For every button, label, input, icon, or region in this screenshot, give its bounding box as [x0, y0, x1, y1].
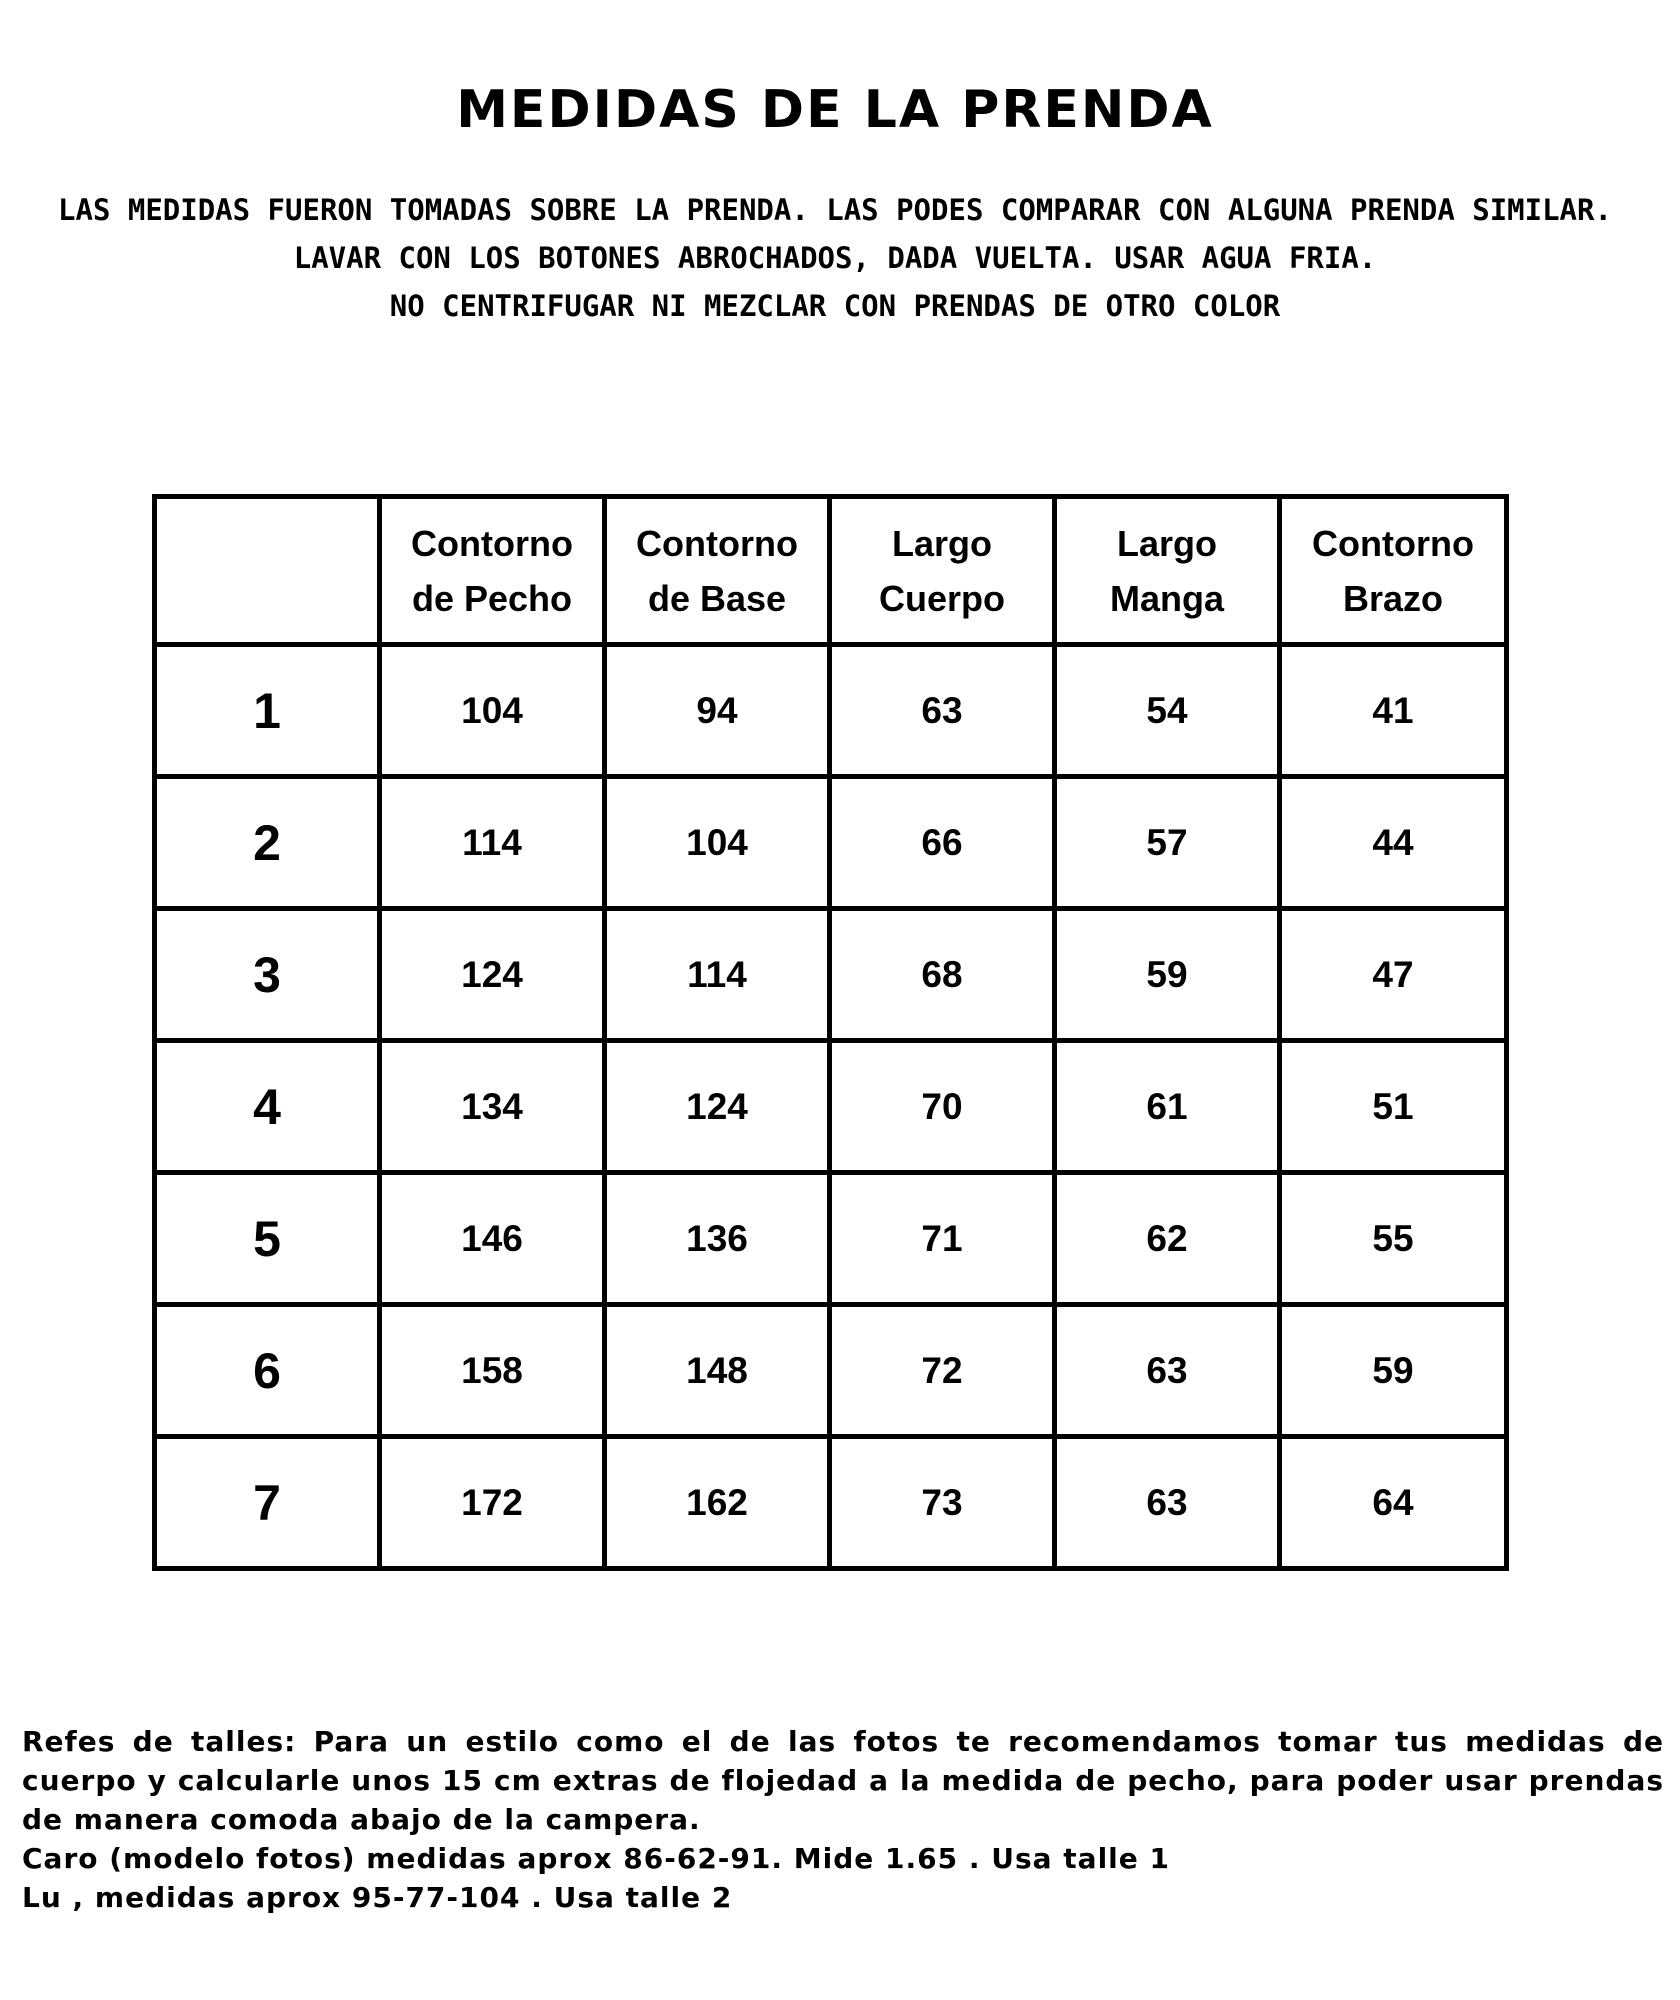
table-row	[155, 777, 1507, 909]
size-label: 3	[155, 909, 380, 1041]
size-label: 6	[155, 1305, 380, 1437]
table-cell: 172	[380, 1437, 605, 1569]
table-cell: 114	[380, 777, 605, 909]
header-cell-chest	[380, 497, 605, 645]
table-cell: 51	[1280, 1041, 1507, 1173]
table-cell: 63	[830, 645, 1055, 777]
header-line: Contorno	[411, 522, 573, 564]
table-row	[155, 645, 1507, 777]
table-cell: 41	[1280, 645, 1507, 777]
table-cell: 47	[1280, 909, 1507, 1041]
header-cell-body-length	[830, 497, 1055, 645]
header-line: Manga	[1109, 577, 1224, 619]
size-table	[152, 494, 1509, 1571]
model-reference-lu: Lu , medidas aprox 95-77-104 . Usa talle 2	[22, 1881, 733, 1914]
table-cell: 72	[830, 1305, 1055, 1437]
table-cell: 148	[605, 1305, 830, 1437]
header-line: Contorno	[1312, 522, 1474, 564]
table-cell: 136	[605, 1173, 830, 1305]
table-cell: 44	[1280, 777, 1507, 909]
table-row	[155, 1173, 1507, 1305]
header-line: Cuerpo	[879, 577, 1005, 619]
size-label: 4	[155, 1041, 380, 1173]
table-cell: 70	[830, 1041, 1055, 1173]
header-line: Brazo	[1342, 577, 1444, 619]
table-cell: 104	[605, 777, 830, 909]
table-cell: 64	[1280, 1437, 1507, 1569]
table-cell: 68	[830, 909, 1055, 1041]
table-row	[155, 1041, 1507, 1173]
table-cell: 114	[605, 909, 830, 1041]
table-row	[155, 1437, 1507, 1569]
table-cell: 104	[380, 645, 605, 777]
header-cell-sleeve-length	[1055, 497, 1280, 645]
header-cell-base	[605, 497, 830, 645]
table-cell: 55	[1280, 1173, 1507, 1305]
header-line: de Pecho	[411, 577, 573, 619]
table-cell: 124	[380, 909, 605, 1041]
table-cell: 59	[1280, 1305, 1507, 1437]
table-header-row	[155, 497, 1507, 645]
table-cell: 59	[1055, 909, 1280, 1041]
table-cell: 73	[830, 1437, 1055, 1569]
size-label: 2	[155, 777, 380, 909]
references-paragraph: Refes de talles: Para un estilo como el de las fotos te recomendamos tomar tus medidas de cuerpo y calcularle unos 15 cm extras de flojedad a la medida de pecho, para poder usar prendas de manera comoda abajo de la campera.	[22, 1725, 1664, 1836]
header-line: Contorno	[636, 522, 798, 564]
header-cell-arm	[1280, 497, 1507, 645]
page-title: MEDIDAS DE LA PRENDA	[456, 80, 1214, 140]
table-cell: 62	[1055, 1173, 1280, 1305]
table-cell: 54	[1055, 645, 1280, 777]
table-cell: 66	[830, 777, 1055, 909]
header-line: Largo	[1116, 522, 1217, 564]
table-cell: 158	[380, 1305, 605, 1437]
size-references	[22, 1722, 1664, 1917]
table-cell: 162	[605, 1437, 830, 1569]
header-cell-size	[155, 497, 380, 645]
table-cell: 57	[1055, 777, 1280, 909]
note-line: NO CENTRIFUGAR NI MEZCLAR CON PRENDAS DE OTRO COLOR	[389, 289, 1281, 323]
note-line: LAVAR CON LOS BOTONES ABROCHADOS, DADA VUELTA. USAR AGUA FRIA.	[293, 241, 1377, 275]
table-cell: 134	[380, 1041, 605, 1173]
table-cell: 71	[830, 1173, 1055, 1305]
table-row	[155, 1305, 1507, 1437]
table-row	[155, 909, 1507, 1041]
size-label: 1	[155, 645, 380, 777]
note-line: LAS MEDIDAS FUERON TOMADAS SOBRE LA PRENDA. LAS PODES COMPARAR CON ALGUNA PRENDA SIMILAR.	[58, 193, 1612, 227]
table-cell: 94	[605, 645, 830, 777]
size-label: 7	[155, 1437, 380, 1569]
table-cell: 146	[380, 1173, 605, 1305]
table-cell: 124	[605, 1041, 830, 1173]
table-cell: 63	[1055, 1305, 1280, 1437]
table-cell: 61	[1055, 1041, 1280, 1173]
table-cell: 63	[1055, 1437, 1280, 1569]
model-reference-caro: Caro (modelo fotos) medidas aprox 86-62-91. Mide 1.65 . Usa talle 1	[22, 1842, 1170, 1875]
header-line: Largo	[891, 522, 992, 564]
care-notes	[0, 186, 1670, 330]
size-label: 5	[155, 1173, 380, 1305]
header-line: de Base	[647, 577, 787, 619]
size-table-body	[155, 645, 1507, 1569]
